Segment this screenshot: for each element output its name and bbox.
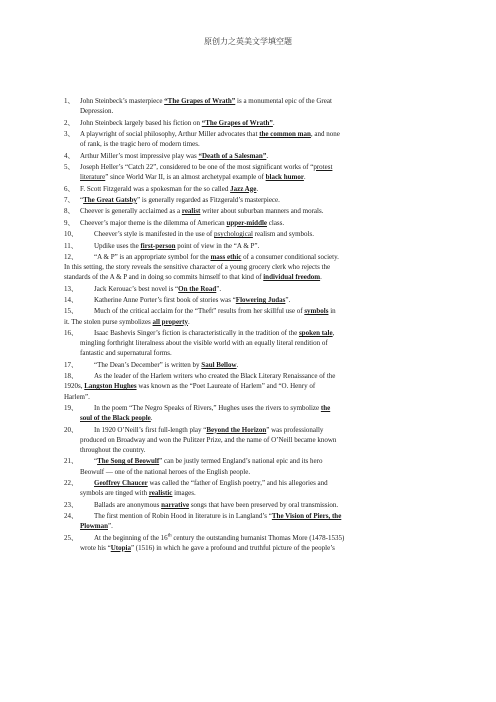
answer-text: black humor	[265, 173, 304, 182]
item-text: standards of the A & P and in doing so commits himself to that kind of	[64, 273, 264, 282]
item-continuation	[64, 317, 440, 327]
item-number: 7、	[64, 195, 75, 204]
item-text: .	[272, 118, 275, 127]
item-continuation	[64, 392, 440, 402]
item-text: “A & P” is an appropriate symbol for the	[94, 252, 211, 261]
item-number: 6、	[64, 184, 75, 193]
item-continuation	[64, 272, 440, 282]
answer-text: mass ethic	[210, 252, 242, 261]
item-number: 20、	[64, 425, 78, 434]
item-text: Jack Kerouac’s best novel is “	[94, 284, 179, 293]
item-text: ”.	[285, 296, 291, 305]
question-item	[64, 206, 440, 216]
question-item	[64, 284, 440, 294]
answer-text: Utopia	[110, 543, 131, 552]
item-text: throughout the country.	[80, 446, 146, 455]
item-text: “	[80, 195, 84, 204]
item-number: 1、	[64, 97, 75, 105]
item-first-line	[64, 306, 440, 316]
item-number: 19、	[64, 404, 78, 413]
item-text: wrote his “	[80, 543, 111, 552]
item-first-line	[64, 195, 440, 205]
item-text: Arthur Miller’s most impressive play was	[80, 151, 199, 160]
answer-text: The Great Gatsby	[83, 195, 138, 204]
item-first-line	[64, 252, 440, 262]
item-first-line	[64, 328, 440, 338]
item-text: Depression.	[80, 107, 114, 116]
answer-text: On the Road	[178, 284, 217, 293]
question-item	[64, 229, 440, 239]
item-text: Ballads are anonymous	[94, 500, 162, 509]
item-text: ” can be justly termed England’s national epic and its hero	[159, 457, 323, 466]
item-continuation	[64, 262, 440, 272]
item-number: 18、	[64, 372, 78, 381]
item-text: in	[328, 307, 336, 316]
answer-text: Langston Hughes	[84, 382, 137, 391]
item-text: Cheever’s major theme is the dilemma of American	[80, 218, 227, 227]
item-first-line	[64, 360, 440, 370]
item-text: .	[256, 184, 259, 193]
item-continuation	[64, 381, 440, 391]
item-number: 22、	[64, 479, 78, 488]
item-continuation	[64, 413, 440, 423]
answer-text: “The Grapes of Wrath”	[201, 118, 273, 127]
item-text: images.	[172, 489, 196, 498]
question-item	[64, 328, 440, 359]
item-first-line	[64, 162, 440, 172]
question-item	[64, 478, 440, 498]
question-list	[64, 96, 440, 554]
item-text: ” was professionally	[266, 425, 324, 434]
question-item	[64, 118, 440, 128]
item-text: .	[303, 173, 306, 182]
item-text: “The Dean’s December” is written by	[94, 360, 202, 369]
answer-text: upper-middle	[226, 218, 268, 227]
item-text: songs that have been preserved by oral transmission.	[189, 500, 339, 509]
item-text: John Steinbeck largely based his fiction on	[80, 118, 202, 127]
answer-text: realist	[181, 207, 201, 216]
item-text: John Steinbeck’s masterpiece	[80, 97, 165, 105]
question-item	[64, 162, 440, 182]
question-item	[64, 195, 440, 205]
item-text: produced on Broadway and won the Pulitzer Prize, and the name of O’Neill became known	[80, 435, 337, 444]
item-number: 3、	[64, 129, 75, 138]
answer-text: Geoffrey Chaucer	[94, 479, 148, 488]
item-number: 16、	[64, 329, 78, 338]
item-text: Cheever is generally acclaimed as a	[80, 207, 182, 216]
item-first-line	[64, 533, 440, 543]
answer-text: The Vision of Piers, the	[271, 512, 342, 521]
item-text: it. The stolen purse symbolizes	[64, 317, 153, 326]
question-item	[64, 403, 440, 423]
item-first-line	[64, 218, 440, 228]
item-number: 10、	[64, 230, 78, 239]
answer-text: literature	[80, 173, 106, 182]
item-number: 9、	[64, 218, 75, 227]
item-first-line	[64, 229, 440, 239]
item-text: .	[150, 414, 153, 423]
item-text: is a monumental epic of the Great	[235, 97, 332, 105]
item-text: Isaac Bashevis Singer’s fiction is characteristically in the tradition of the	[94, 329, 299, 338]
question-item	[64, 151, 440, 161]
item-text: ” since World War II, is an almost archetypal example of	[105, 173, 266, 182]
answer-text: all property	[152, 317, 188, 326]
item-number: 15、	[64, 307, 78, 316]
item-number: 24、	[64, 512, 78, 521]
item-text: mingling forthright literalness about the visible world with an equally literal rendition of	[80, 339, 328, 348]
item-number: 12、	[64, 252, 78, 261]
question-item	[64, 456, 440, 476]
answer-text: the common man	[259, 129, 311, 138]
answer-text: the	[320, 404, 331, 413]
item-text: Beowulf — one of the national heroes of the English people.	[80, 467, 251, 476]
item-continuation	[64, 435, 440, 445]
item-number: 11、	[64, 241, 78, 250]
question-item	[64, 252, 440, 283]
answer-text: individual freedom	[263, 273, 321, 282]
item-first-line	[64, 241, 440, 251]
question-item	[64, 425, 440, 456]
item-number: 23、	[64, 500, 78, 509]
item-text: ”.	[108, 522, 113, 531]
item-text: Joseph Heller’s “Catch 22”, considered to be one of the most significant works of “	[80, 162, 314, 171]
item-text: In this setting, the story reveals the sensitive character of a young grocery clerk who rejects the	[64, 263, 331, 272]
item-text: century the outstanding humanist Thomas More (1478-1535)	[171, 533, 345, 542]
item-text: ,	[332, 329, 335, 338]
item-text: Harlem”.	[64, 392, 90, 401]
item-text: .	[187, 317, 190, 326]
item-first-line	[64, 456, 440, 466]
item-text: At the beginning of the 16	[94, 533, 168, 542]
answer-text: spoken tale	[298, 329, 333, 338]
item-first-line	[64, 206, 440, 216]
item-text: point of view in the “A & P”.	[175, 241, 260, 250]
item-number: 17、	[64, 360, 78, 369]
answer-text: The Song of Beowulf	[97, 457, 160, 466]
question-item	[64, 96, 440, 116]
item-continuation	[64, 338, 440, 348]
answer-text: narrative	[161, 500, 190, 509]
answer-text: “Death of a Salesman”	[198, 151, 267, 160]
item-first-line	[64, 403, 440, 413]
item-text: Katherine Anne Porter’s first book of stories was “	[94, 296, 236, 305]
item-text: was known as the “Poet Laureate of Harlem” and “O. Henry of	[136, 382, 316, 391]
item-text: ”.	[216, 284, 222, 293]
question-item	[64, 500, 440, 510]
answer-text: first-person	[140, 241, 176, 250]
answer-text: Beyond the Horizon	[206, 425, 267, 434]
question-item	[64, 295, 440, 305]
item-first-line	[64, 371, 440, 381]
item-number: 14、	[64, 296, 78, 305]
item-text: A playwright of social philosophy, Arthur Miller advocates that	[80, 129, 260, 138]
question-item	[64, 371, 440, 402]
item-first-line	[64, 500, 440, 510]
item-number: 5、	[64, 162, 75, 171]
item-text: “	[94, 457, 98, 466]
item-continuation	[64, 543, 440, 553]
question-item	[64, 218, 440, 228]
item-text: class.	[267, 218, 285, 227]
answer-text: Saul Bellow	[201, 360, 237, 369]
item-continuation	[64, 348, 440, 358]
question-item	[64, 533, 440, 553]
item-text: realism and symbols.	[252, 230, 314, 239]
item-text: was called the “father of English poetry,” and his allegories and	[147, 479, 328, 488]
item-number: 21、	[64, 457, 78, 466]
item-first-line	[64, 284, 440, 294]
question-item	[64, 241, 440, 251]
item-text: ” is generally regarded as Fitzgerald’s masterpiece.	[137, 195, 280, 204]
item-first-line	[64, 425, 440, 435]
item-text: 1920s,	[64, 382, 85, 391]
item-first-line	[64, 118, 440, 128]
item-text: The first mention of Robin Hood in literature is in Langland’s “	[94, 512, 272, 521]
item-text: .	[266, 151, 269, 160]
answer-text: symbols	[304, 307, 329, 316]
item-continuation	[64, 172, 440, 182]
item-continuation	[64, 445, 440, 455]
item-first-line	[64, 295, 440, 305]
item-text: In 1920 O’Neill’s first full-length play “	[94, 425, 207, 434]
question-item	[64, 511, 440, 531]
item-text: of a consumer conditional society.	[241, 252, 339, 261]
item-first-line	[64, 96, 440, 106]
item-number: 25、	[64, 533, 78, 542]
item-number: 8、	[64, 207, 75, 216]
item-text: F. Scott Fitzgerald was a spokesman for the so called	[80, 184, 231, 193]
item-text: of rank, is the tragic hero of modern times.	[80, 140, 200, 149]
item-continuation	[64, 106, 440, 116]
item-first-line	[64, 129, 440, 139]
item-continuation	[64, 521, 440, 531]
answer-text: protest	[313, 162, 333, 171]
item-continuation	[64, 488, 440, 498]
item-number: 13、	[64, 284, 78, 293]
item-first-line	[64, 511, 440, 521]
answer-text: “The Grapes of Wrath”	[164, 97, 236, 105]
question-item	[64, 306, 440, 326]
item-text: fantastic and supernatural forms.	[80, 349, 172, 358]
item-text: writer about suburban manners and morals.	[200, 207, 324, 216]
answer-text: realistic	[148, 489, 173, 498]
item-number: 4、	[64, 151, 75, 160]
answer-text: Jazz Age	[230, 184, 257, 193]
page-title: 原创力之英美文学填空题	[204, 37, 292, 46]
item-text: ” (1516) in which he gave a profound and truthful picture of the people’s	[130, 543, 335, 552]
answer-text: soul of the Black people	[80, 414, 151, 423]
question-item	[64, 360, 440, 370]
answer-text: Flowering Judas	[235, 296, 286, 305]
item-text: .	[236, 360, 239, 369]
item-continuation	[64, 467, 440, 477]
item-text: Updike uses the	[94, 241, 141, 250]
item-text: symbols are tinged with	[80, 489, 149, 498]
item-first-line	[64, 184, 440, 194]
item-text: In the poem “The Negro Speaks of Rivers,” Hughes uses the rivers to symbolize	[94, 404, 321, 413]
item-text: Cheever’s style is manifested in the use of	[94, 230, 215, 239]
answer-text: psychological	[214, 230, 253, 239]
item-text: Much of the critical acclaim for the “Theft” results from her skillful use of	[94, 307, 305, 316]
item-text: As the leader of the Harlem writers who created the Black Literary Renaissance of the	[94, 372, 336, 381]
item-text: th	[167, 533, 172, 539]
answer-text: Plowman	[80, 522, 108, 531]
item-continuation	[64, 139, 440, 149]
item-text: .	[320, 273, 322, 282]
question-item	[64, 129, 440, 149]
item-first-line	[64, 151, 440, 161]
item-first-line	[64, 478, 440, 488]
question-item	[64, 184, 440, 194]
item-text: , and none	[310, 129, 340, 138]
item-number: 2、	[64, 118, 75, 127]
